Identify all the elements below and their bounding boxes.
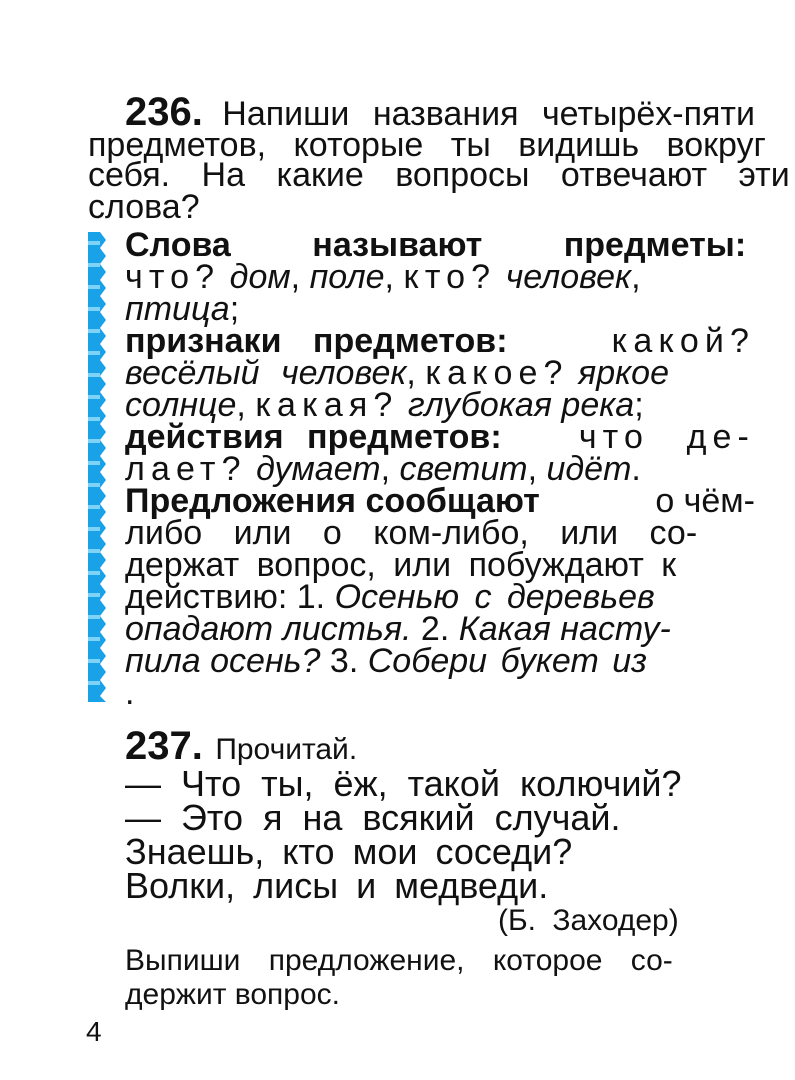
rule-line-8: лает? думает, светит, идёт. bbox=[125, 450, 641, 488]
ex237-task2-line: Выпиши предложение, которое со- bbox=[125, 944, 673, 977]
ex237-heading bbox=[125, 726, 357, 766]
ex236-task-line: предметов, которые ты видишь вокруг bbox=[88, 126, 766, 164]
rule-line-6: солнце, какая? глубокая река; bbox=[125, 386, 644, 424]
rule-line-1: Слова называют предметы: bbox=[125, 226, 747, 264]
rule-line-14: пила осень? 3. Собери букет из bbox=[125, 642, 647, 680]
rule-line-12: действию: 1. Осенью с деревьев bbox=[125, 578, 655, 616]
ex237-task2-line: держит вопрос. bbox=[125, 978, 341, 1011]
page-number: 4 bbox=[86, 1016, 102, 1047]
poem-author: (Б. Заходер) bbox=[498, 904, 679, 937]
ex236-task-line: Напиши названия четырёх-пяти bbox=[222, 95, 755, 133]
rule-line-9: Предложения сообщают о чём- bbox=[125, 482, 755, 520]
rule-bar-zigzag bbox=[100, 232, 106, 702]
ex237-task: Прочитай. bbox=[215, 733, 358, 766]
poem-line: Волки, лисы и медведи. bbox=[125, 865, 549, 906]
rule-highlight-bar bbox=[88, 232, 100, 702]
rule-line-10: либо или о ком-либо, или со- bbox=[125, 514, 698, 552]
rule-line-11: держат вопрос, или побуждают к bbox=[125, 546, 677, 584]
poem-line: Знаешь, кто мои соседи? bbox=[125, 831, 573, 872]
ex236-task-line: слова? bbox=[88, 188, 200, 226]
rule-line-3: птица; bbox=[125, 290, 240, 328]
exercise-number-237: 237. bbox=[125, 724, 203, 768]
rule-line-7: действия предметов: что де- bbox=[125, 418, 755, 456]
rule-line-4: признаки предметов: какой? bbox=[125, 322, 755, 360]
rule-line-2: что? дом, поле, кто? человек, bbox=[125, 258, 641, 296]
rule-line-15: . bbox=[125, 674, 135, 712]
rule-line-13: опадают листья. 2. Какая насту- bbox=[125, 610, 671, 648]
exercise-number-236: 236. bbox=[125, 90, 203, 134]
poem-line: — Это я на всякий случай. bbox=[125, 797, 621, 838]
poem-line: — Что ты, ёж, такой колючий? bbox=[125, 763, 682, 804]
rule-line-5: весёлый человек, какое? яркое bbox=[125, 354, 669, 392]
ex236-task-line: себя. На какие вопросы отвечают эти bbox=[88, 156, 790, 194]
